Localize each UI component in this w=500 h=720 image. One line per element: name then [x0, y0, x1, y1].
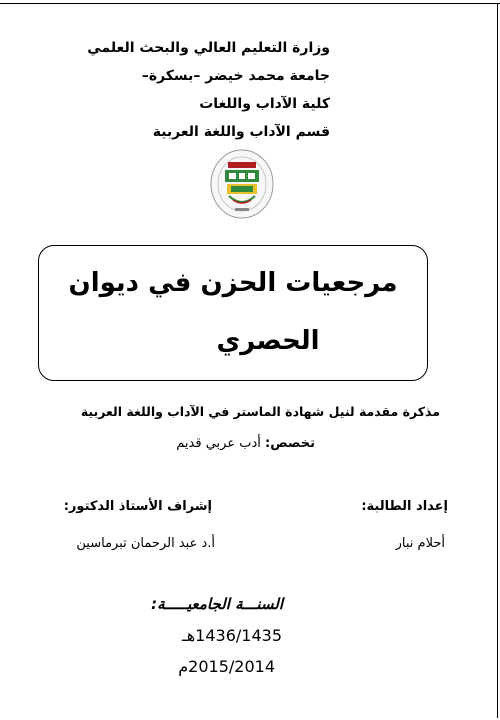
hijri-year: 1436/1435هـ	[182, 626, 282, 645]
student-name: أحلام نبار	[395, 536, 445, 551]
specialty-label: تخصص:	[265, 436, 315, 451]
thesis-title-line-2: الحصري	[216, 326, 320, 356]
supervisor-name: أ.د عبد الرحمان تبرماسين	[76, 536, 215, 551]
supervisor-label: إشراف الأستاذ الدكتور:	[63, 499, 212, 514]
academic-year-label: السنـــة الجامعيـــــة:	[151, 595, 283, 613]
specialty-line	[176, 436, 315, 451]
department-line: قسم الآداب واللغة العربية	[152, 124, 330, 140]
specialty-value: أدب عربي قديم	[176, 436, 261, 451]
thesis-title-line-1: مرجعيات الحزن في ديوان	[68, 268, 398, 298]
faculty-line: كلية الآداب واللغات	[199, 96, 330, 112]
gregorian-year: 2015/2014م	[178, 657, 275, 676]
top-border-line	[0, 3, 500, 4]
university-line: جامعة محمد خيضر –بسكرة–	[141, 68, 330, 84]
right-border-line	[497, 3, 498, 718]
university-logo-icon	[209, 148, 275, 220]
student-label: إعداد الطالبة:	[361, 499, 448, 514]
title-frame	[38, 245, 428, 381]
thesis-description: مذكرة مقدمة لنيل شهادة الماستر في الآداب واللغة العربية	[80, 404, 440, 419]
ministry-line: وزارة التعليم العالي والبحث العلمي	[87, 40, 330, 56]
